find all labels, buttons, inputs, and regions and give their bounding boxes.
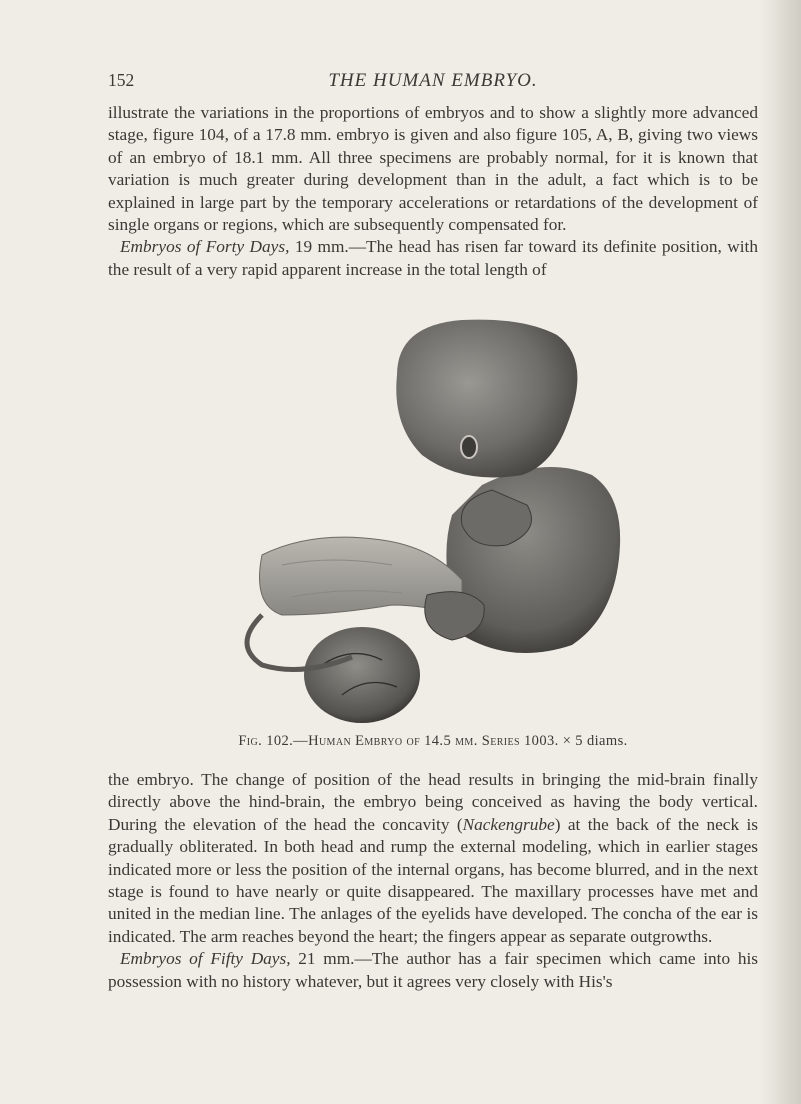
- paragraph-heading: Embryos of Forty Days,: [120, 237, 290, 257]
- german-term: Nackengrube: [462, 814, 555, 834]
- paragraph: illustrate the variations in the proportions of embryos and to show a slightly more advanced stage, figure 104, of a 17.8 mm. embryo is given and also figure 105, A, B, giving two views of an embryo of 18.1 mm. All three specimens are probably normal, for it is known that variation is much greater during development than in the adult, a fact which is to be explained in large part by the temporary accelerations or retardations of the development of single organs or regions, which are subsequently compensated for.: [108, 103, 758, 235]
- paragraph-text: 19 mm.—The head has risen far toward its definite position, with the result of a very rapid apparent increase in the total length of: [108, 237, 759, 279]
- figure-caption: [108, 733, 758, 750]
- page-header: [108, 70, 758, 94]
- embryo-figure: [222, 315, 642, 725]
- page-edge-shadow: [759, 0, 801, 1104]
- paragraph-text: ) at the back of the neck is gradually obliterated. In both head and rump the external modeling, which in earlier stages indicated more or less the position of the internal organs, has become blurred, and in the next stage is found to have nearly or quite disappeared. The maxillary processes have met and united in the median line. The anlages of the eyelids have developed. The concha of the ear is indicated. The arm reaches beyond the heart; the fingers appear as separate outgrowths.: [108, 814, 758, 946]
- caption-magnification: × 5 diams.: [562, 733, 628, 749]
- text-block-bottom: [108, 769, 758, 993]
- paragraph: [108, 769, 758, 948]
- paragraph: [108, 948, 758, 993]
- embryo-illustration: [222, 315, 642, 725]
- paragraph-text: the embryo. The change of position of the head results in bringing the mid-brain finally directly above the hind-brain, the embryo being conceived as having the body vertical. During the elevation of the head the concavity (: [108, 770, 758, 834]
- paragraph-heading: Embryos of Fifty Days,: [120, 949, 291, 969]
- caption-text: Fig. 102.—Human Embryo of 14.5 mm. Series 1003.: [238, 733, 559, 749]
- paragraph-text: 21 mm.—The author has a fair specimen which came into his possession with no history whatever, but it agrees very closely with His's: [108, 949, 758, 991]
- running-head: THE HUMAN EMBRYO.: [328, 70, 538, 91]
- text-block-top: [108, 102, 758, 281]
- page-number: 152: [108, 70, 135, 90]
- paragraph: [108, 236, 758, 281]
